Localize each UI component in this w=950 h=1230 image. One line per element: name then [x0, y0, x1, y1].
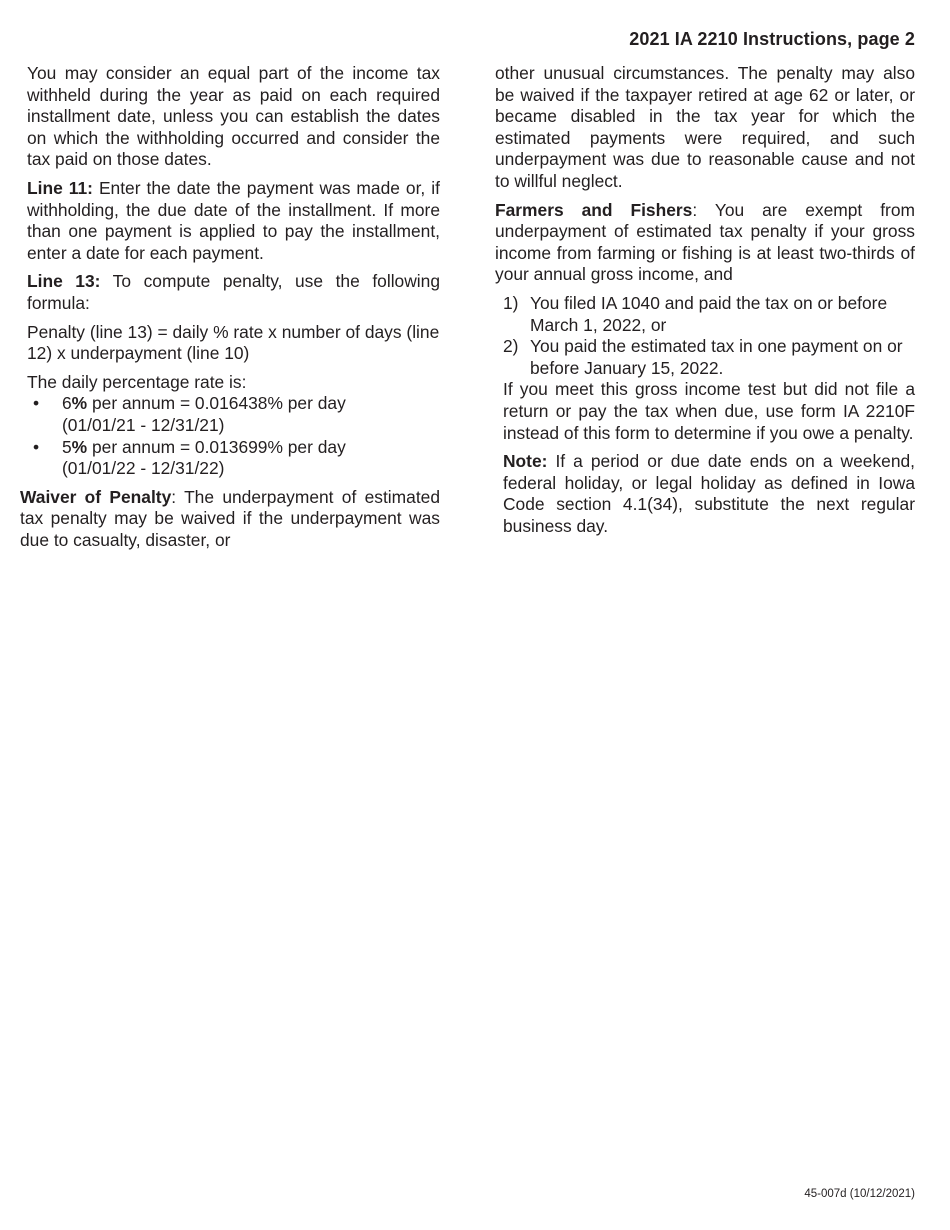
line-13-text: To compute penalty, use the following formula:: [27, 271, 440, 313]
farmers-paragraph: [495, 200, 915, 286]
rate-period: (01/01/22 - 12/31/22): [62, 458, 225, 479]
left-column: [20, 63, 440, 558]
list-item: [503, 293, 915, 336]
rate-percent: %: [71, 393, 88, 414]
waiver-continued-paragraph: other unusual circumstances. The penalty may also be waived if the taxpayer retired at age 62 or later, or became disabled in the tax year for which the estimated payments were required, and such underpayment was due to reasonable cause and not to willful neglect.: [495, 63, 915, 191]
line-11-label: Line 11:: [27, 177, 93, 198]
bullet-icon: •: [33, 436, 40, 457]
penalty-formula: Penalty (line 13) = daily % rate x number of days (line 12) x underpayment (line 10): [27, 321, 440, 364]
rate-period: (01/01/21 - 12/31/21): [62, 414, 225, 435]
page-header: 2021 IA 2210 Instructions, page 2: [629, 29, 915, 49]
waiver-text: : The underpayment of estimated tax penalty may be waived if the underpayment was due to casualty, disaster, or: [20, 486, 440, 550]
note-text: If a period or due date ends on a weekend, federal holiday, or legal holiday as defined in Iowa Code section 4.1(34), substitute the next regular business day.: [503, 451, 915, 536]
waiver-paragraph: [20, 487, 440, 552]
rate-text: per annum = 0.016438% per day: [87, 393, 346, 414]
rate-text: per annum = 0.013699% per day: [87, 436, 346, 457]
withholding-paragraph: You may consider an equal part of the income tax withheld during the year as paid on each required installment date, unless you can establish the dates on which the withholding occurred and consider the tax paid on those dates.: [27, 63, 440, 170]
line-11-text: Enter the date the payment was made or, if withholding, the due date of the installment. If more than one payment is applied to pay the installment, enter a date for each payment.: [27, 177, 440, 263]
list-item: [503, 336, 915, 379]
list-item: [27, 437, 440, 480]
right-column: [495, 63, 915, 544]
line-13-label: Line 13:: [27, 271, 101, 292]
note-paragraph: [495, 451, 915, 537]
condition-number: 1): [503, 292, 519, 313]
condition-text: You filed IA 1040 and paid the tax on or before March 1, 2022, or: [530, 292, 888, 335]
bullet-icon: •: [33, 393, 40, 414]
condition-number: 2): [503, 336, 519, 357]
condition-text: You paid the estimated tax in one payment on or before January 15, 2022.: [530, 336, 903, 378]
gross-income-note: If you meet this gross income test but did not file a return or pay the tax when due, use form IA 2210F instead of this form to determine if you owe a penalty.: [503, 379, 915, 443]
form-code: 45-007d (10/12/2021): [804, 1188, 915, 1200]
note-label: Note:: [503, 451, 548, 472]
waiver-label: Waiver of Penalty: [20, 486, 172, 507]
rate-percent: %: [71, 436, 88, 457]
condition-list: [495, 293, 915, 379]
daily-rate-intro: The daily percentage rate is:: [27, 371, 247, 392]
rate-number: 5: [62, 436, 72, 457]
line-13-paragraph: [20, 271, 440, 314]
rate-number: 6: [62, 393, 72, 414]
line-11-paragraph: [20, 178, 440, 264]
farmers-text: : You are exempt from underpayment of estimated tax penalty if your gross income from farming or fishing is at least two-thirds of your annual gross income, and: [495, 199, 915, 285]
rate-list: [20, 393, 440, 479]
farmers-label: Farmers and Fishers: [495, 199, 693, 220]
list-item: [27, 393, 440, 436]
